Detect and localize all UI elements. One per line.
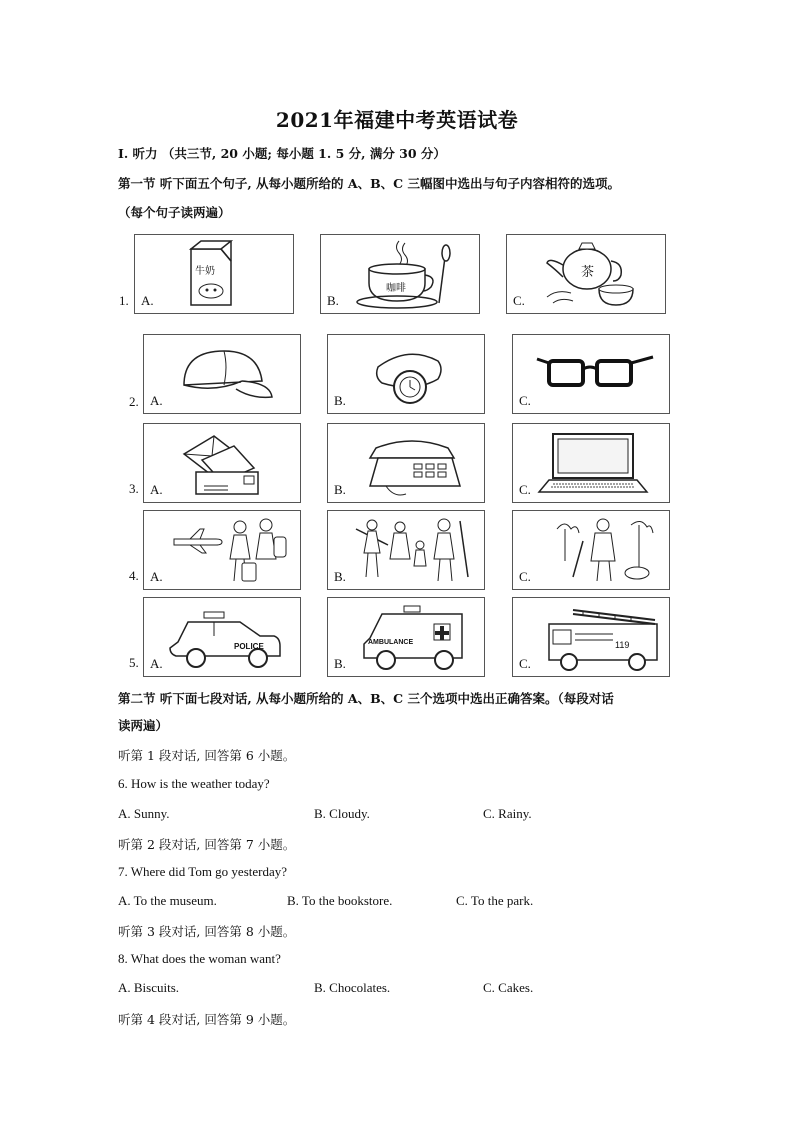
police-car-icon — [144, 598, 300, 676]
question-number: 5. — [129, 655, 139, 670]
option-5b[interactable] — [327, 597, 485, 677]
part2-instruction-cont: 读两遍） — [118, 718, 169, 733]
option-3a[interactable] — [143, 423, 301, 503]
milk-label: 牛奶 — [195, 266, 215, 277]
coffee-cup-icon — [321, 235, 479, 313]
option-1a[interactable] — [134, 234, 294, 314]
question-number: 2. — [129, 394, 139, 409]
option-label: B. — [334, 482, 346, 497]
question-number: 1. — [119, 293, 129, 308]
option-label: A. — [150, 393, 163, 408]
option-label: A. — [150, 656, 163, 671]
answer-option-c[interactable]: C. Rainy. — [483, 806, 532, 821]
police-label: POLICE — [234, 642, 264, 651]
laptop-icon — [513, 424, 669, 502]
question-text: 6. How is the weather today? — [118, 776, 270, 791]
option-4c[interactable] — [512, 510, 670, 590]
fire-engine-icon — [513, 598, 669, 676]
option-1b[interactable] — [320, 234, 480, 314]
baseball-cap-icon — [144, 335, 300, 413]
coffee-label: 咖啡 — [386, 283, 406, 294]
option-5a[interactable] — [143, 597, 301, 677]
envelopes-icon — [144, 424, 300, 502]
option-label: A. — [150, 569, 163, 584]
option-3c[interactable] — [512, 423, 670, 503]
planting-trees-icon — [513, 511, 669, 589]
answer-option-a[interactable]: A. Biscuits. — [118, 980, 180, 995]
option-label: C. — [519, 569, 531, 584]
option-label: C. — [519, 482, 531, 497]
question-text: 8. What does the woman want? — [118, 951, 281, 966]
answer-option-a[interactable]: A. Sunny. — [118, 806, 170, 821]
answer-option-c[interactable]: C. Cakes. — [483, 980, 534, 995]
fire-number-label: 119 — [615, 640, 630, 650]
answer-option-b[interactable]: B. Cloudy. — [314, 806, 370, 821]
question-number: 3. — [129, 481, 139, 496]
option-label: B. — [327, 293, 339, 308]
option-2c[interactable] — [512, 334, 670, 414]
option-2a[interactable] — [143, 334, 301, 414]
option-1c[interactable] — [506, 234, 666, 314]
part2-instruction: 第二节 听下面七段对话, 从每小题所给的 A、B、C 三个选项中选出正确答案。（每段对话 — [118, 691, 614, 706]
tea-label: 茶 — [581, 265, 595, 280]
option-label: C. — [519, 656, 531, 671]
glasses-icon — [513, 335, 669, 413]
answer-option-b[interactable]: B. To the bookstore. — [287, 893, 393, 908]
option-label: C. — [519, 393, 531, 408]
section-heading: I. 听力 （共三节, 20 小题; 每小题 1. 5 分, 满分 30 分） — [118, 146, 446, 161]
option-label: C. — [513, 293, 525, 308]
dialogue-intro: 听第 1 段对话, 回答第 6 小题。 — [118, 748, 296, 763]
travellers-plane-icon — [144, 511, 300, 589]
question-text: 7. Where did Tom go yesterday? — [118, 864, 288, 879]
option-3b[interactable] — [327, 423, 485, 503]
ambulance-label: AMBULANCE — [368, 639, 414, 646]
option-label: A. — [150, 482, 163, 497]
ambulance-icon — [328, 598, 484, 676]
part1-note: （每个句子读两遍） — [118, 205, 231, 220]
option-4a[interactable] — [143, 510, 301, 590]
answer-option-a[interactable]: A. To the museum. — [118, 893, 217, 908]
answer-option-c[interactable]: C. To the park. — [456, 893, 534, 908]
dialogue-intro: 听第 4 段对话, 回答第 9 小题。 — [118, 1012, 296, 1027]
option-label: B. — [334, 393, 346, 408]
answer-option-b[interactable]: B. Chocolates. — [314, 980, 391, 995]
option-2b[interactable] — [327, 334, 485, 414]
dialogue-intro: 听第 2 段对话, 回答第 7 小题。 — [118, 837, 296, 852]
telephone-icon — [328, 424, 484, 502]
option-label: B. — [334, 656, 346, 671]
family-cleaning-icon — [328, 511, 484, 589]
page-title: 2021年福建中考英语试卷 — [275, 108, 519, 132]
part1-instruction: 第一节 听下面五个句子, 从每小题所给的 A、B、C 三幅图中选出与句子内容相符的选项。 — [118, 176, 620, 191]
option-label: A. — [141, 293, 154, 308]
option-4b[interactable] — [327, 510, 485, 590]
option-label: B. — [334, 569, 346, 584]
option-5c[interactable] — [512, 597, 670, 677]
dialogue-intro: 听第 3 段对话, 回答第 8 小题。 — [118, 924, 296, 939]
wristwatch-icon — [328, 335, 484, 413]
question-number: 4. — [129, 568, 139, 583]
